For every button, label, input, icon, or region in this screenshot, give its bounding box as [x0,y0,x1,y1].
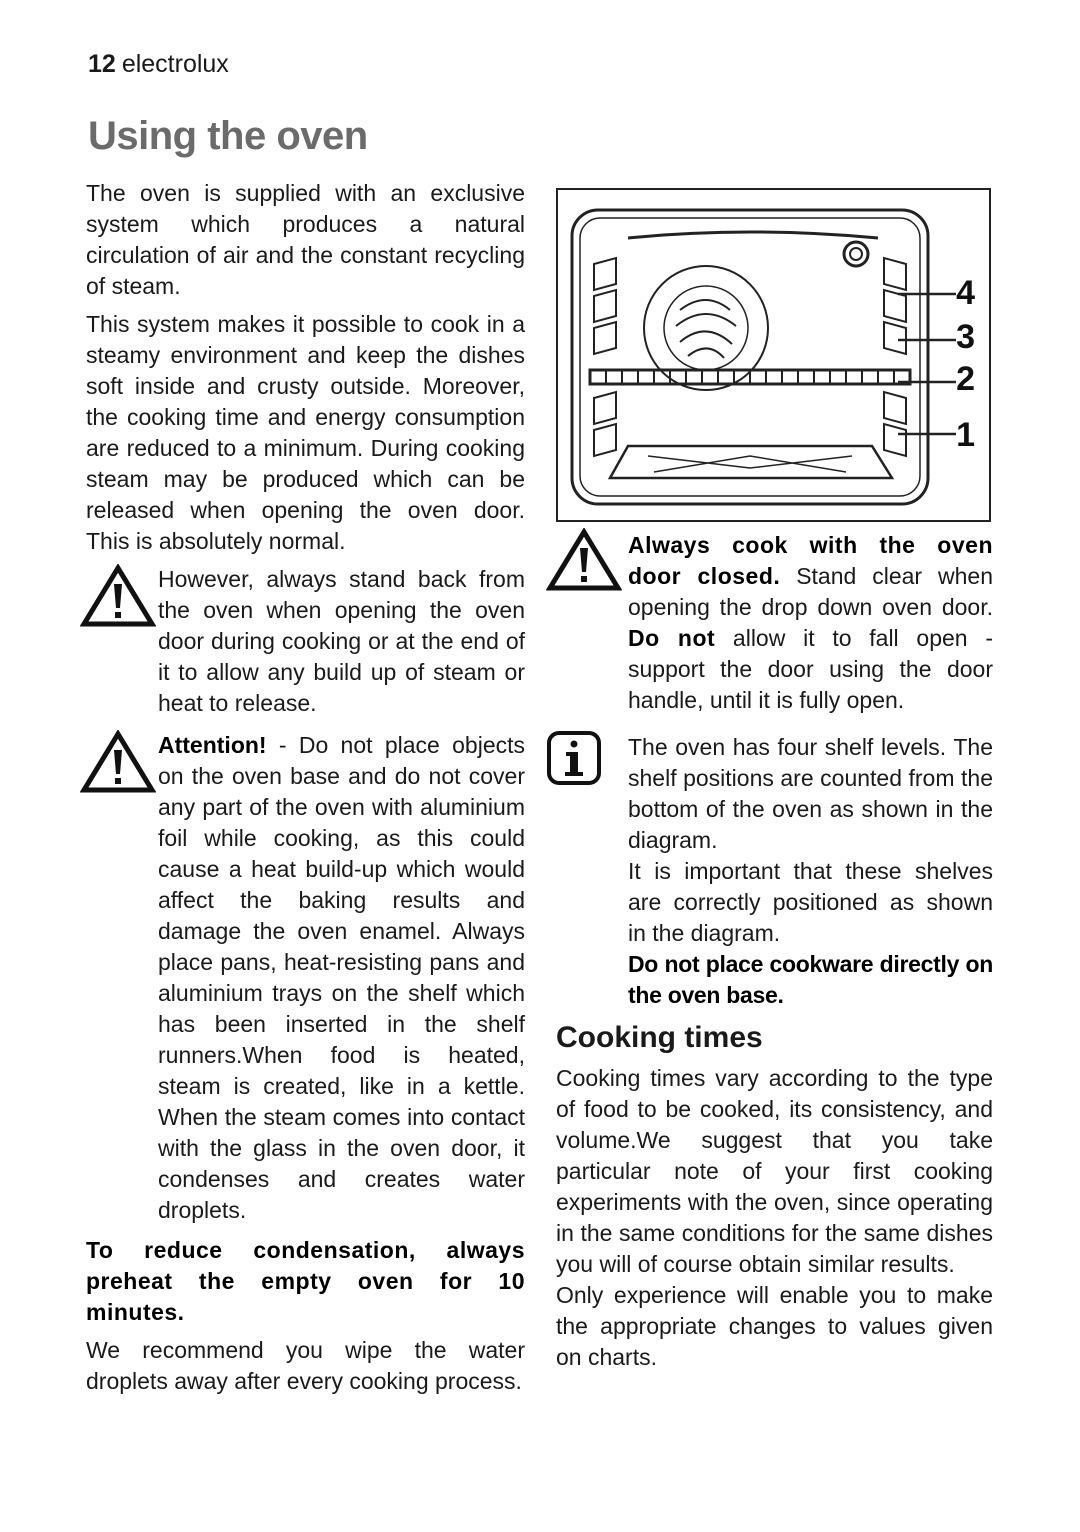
intro-paragraph: The oven is supplied with an exclusive system which produces a natural circulation of air and the constant recycling of steam. [86,180,525,299]
attention-label: Attention! [158,732,267,758]
right-column [556,188,993,1373]
page-title: Using the oven [88,114,368,158]
warning-notice-door [556,530,993,716]
info-icon [546,730,602,791]
warning-text-attention [158,730,525,1226]
page-number: 12 [88,50,116,78]
warning-text-door [628,530,993,716]
brand-name: electrolux [121,50,229,78]
info-text-no-cookware-base: Do not place cookware directly on the oven base. [628,951,993,1008]
steam-system-paragraph: This system makes it possible to cook in a steamy environment and keep the dishes soft inside and crusty outside. Moreover, the cooking time and energy consumption are reduced to a minimum. During cooking steam may be produced which can be released when opening the oven door. This is absolutely normal. [86,311,525,554]
warning-text-steam: However, always stand back from the oven when opening the oven door during cooking or at the end of it to allow any build up of steam or heat to release. [158,566,525,716]
page-header [88,50,229,79]
door-text-1: Stand clear when opening the drop down oven door. [628,563,993,620]
door-closed-bold: Always cook with the oven door closed. [628,532,993,589]
shelf-label-4: 4 [956,274,975,312]
do-not-bold: Do not [628,625,716,651]
cooking-times-paragraph-2: Only experience will enable you to make the appropriate changes to values given on charts. [556,1282,993,1370]
cooking-times-paragraph-1: Cooking times vary according to the type of food to be cooked, its consistency, and volume.We suggest that you take particular note of your first cooking experiments with the oven, since operating in the same conditions for the same dishes you will of course obtain similar results. [556,1065,993,1277]
warning-notice-attention [86,730,525,1226]
info-notice-shelves [556,732,993,1011]
attention-body: - Do not place objects on the oven base and do not cover any part of the oven with aluminium foil while cooking, as this could cause a heat build-up which would affect the baking results and damage the oven enamel. Always place pans, heat-resisting pans and aluminium trays on the shelf which has been inserted in the shelf runners.When food is heated, steam is created, like in a kettle. When the steam comes into contact with the glass in the oven door, it condenses and creates water droplets. [158,732,525,1223]
door-text-2: allow it to fall open - support the door using the door handle, until it is fully open. [628,625,993,713]
condensation-note: To reduce condensation, always preheat the empty oven for 10 minutes. [86,1237,525,1325]
info-text-positioning: It is important that these shelves are correctly positioned as shown in the diagram. [628,858,993,946]
oven-shelf-diagram [556,188,991,522]
shelf-label-1: 1 [956,416,975,454]
oven-cavity-illustration [558,190,989,520]
warning-notice-steam [86,564,525,719]
warning-triangle-icon [80,564,156,633]
left-column [86,178,525,1404]
shelf-label-2: 2 [956,360,975,398]
info-text-shelf-levels: The oven has four shelf levels. The shelf positions are counted from the bottom of the oven as shown in the diagram. [628,734,993,853]
warning-triangle-icon [546,528,622,597]
warning-triangle-icon [80,730,156,799]
shelf-label-3: 3 [956,318,975,356]
wipe-droplets-paragraph: We recommend you wipe the water droplets away after every cooking process. [86,1337,525,1394]
cooking-times-heading: Cooking times [556,1021,763,1054]
